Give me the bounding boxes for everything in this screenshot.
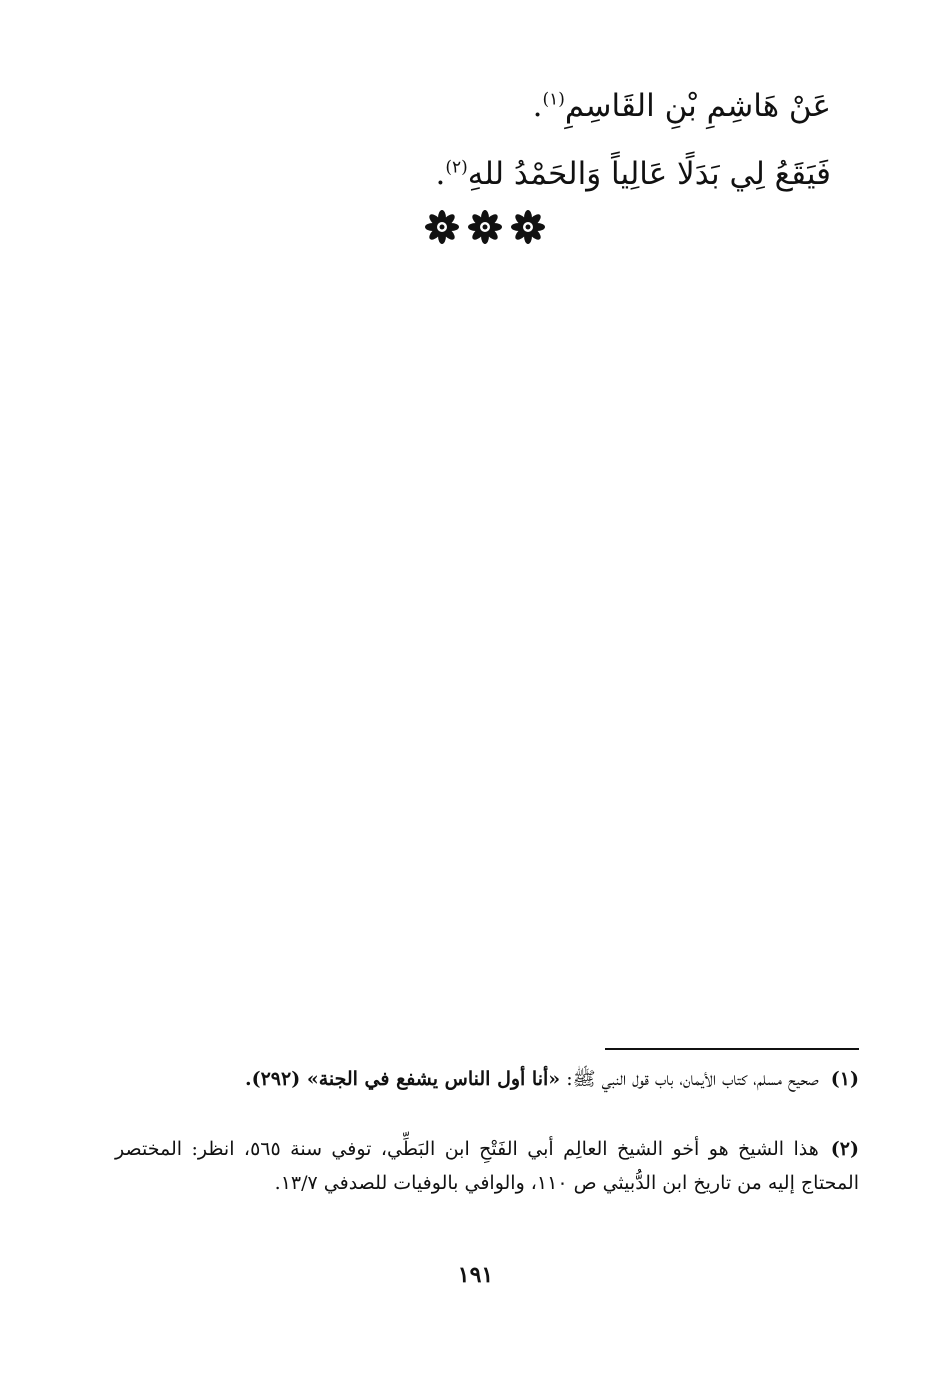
text-line-1 [533,84,831,128]
text-line-2-end: . [435,156,446,192]
footnote-1 [115,1062,859,1096]
text-line-2-content: فَيَقَعُ لِي بَدَلًا عَالِياً وَالحَمْدُ للهِ [467,156,831,192]
star-flower-icon [511,210,545,244]
footnote-number-2: (٢) [830,1138,859,1160]
footnote-1-quote: «أنا أول الناس يشفع في الجنة» [306,1068,561,1090]
footnote-1-text: صحيح مسلم، كتاب الأيمان، باب قول النبي ﷺ: [560,1068,819,1090]
text-line-1-end: . [532,88,543,124]
footnote-1-tail: (٢٩٢). [244,1068,307,1090]
footnote-number-1: (١) [830,1068,859,1090]
footnote-2 [115,1132,859,1200]
star-flower-icon [425,210,459,244]
section-divider-ornaments [425,210,545,244]
text-line-2 [435,152,831,196]
footnote-2-text: هذا الشيخ هو أخو الشيخ العالِم أبي الفَتْحِ ابن البَطِّي، توفي سنة ٥٦٥، انظر: المختصر المحتاج إليه من تاريخ ابن الدُّبيثي ص ١١٠، والوافي بالوفيات للصدفي ١٣/٧. [115,1138,859,1194]
footnote-ref-2[interactable]: (٢) [445,157,468,178]
star-flower-icon [468,210,502,244]
text-line-1-content: عَنْ هَاشِمِ بْنِ القَاسِمِ [564,88,831,124]
page-number: ١٩١ [457,1262,494,1288]
footnote-separator [605,1048,859,1050]
footnote-ref-1[interactable]: (١) [542,89,565,110]
